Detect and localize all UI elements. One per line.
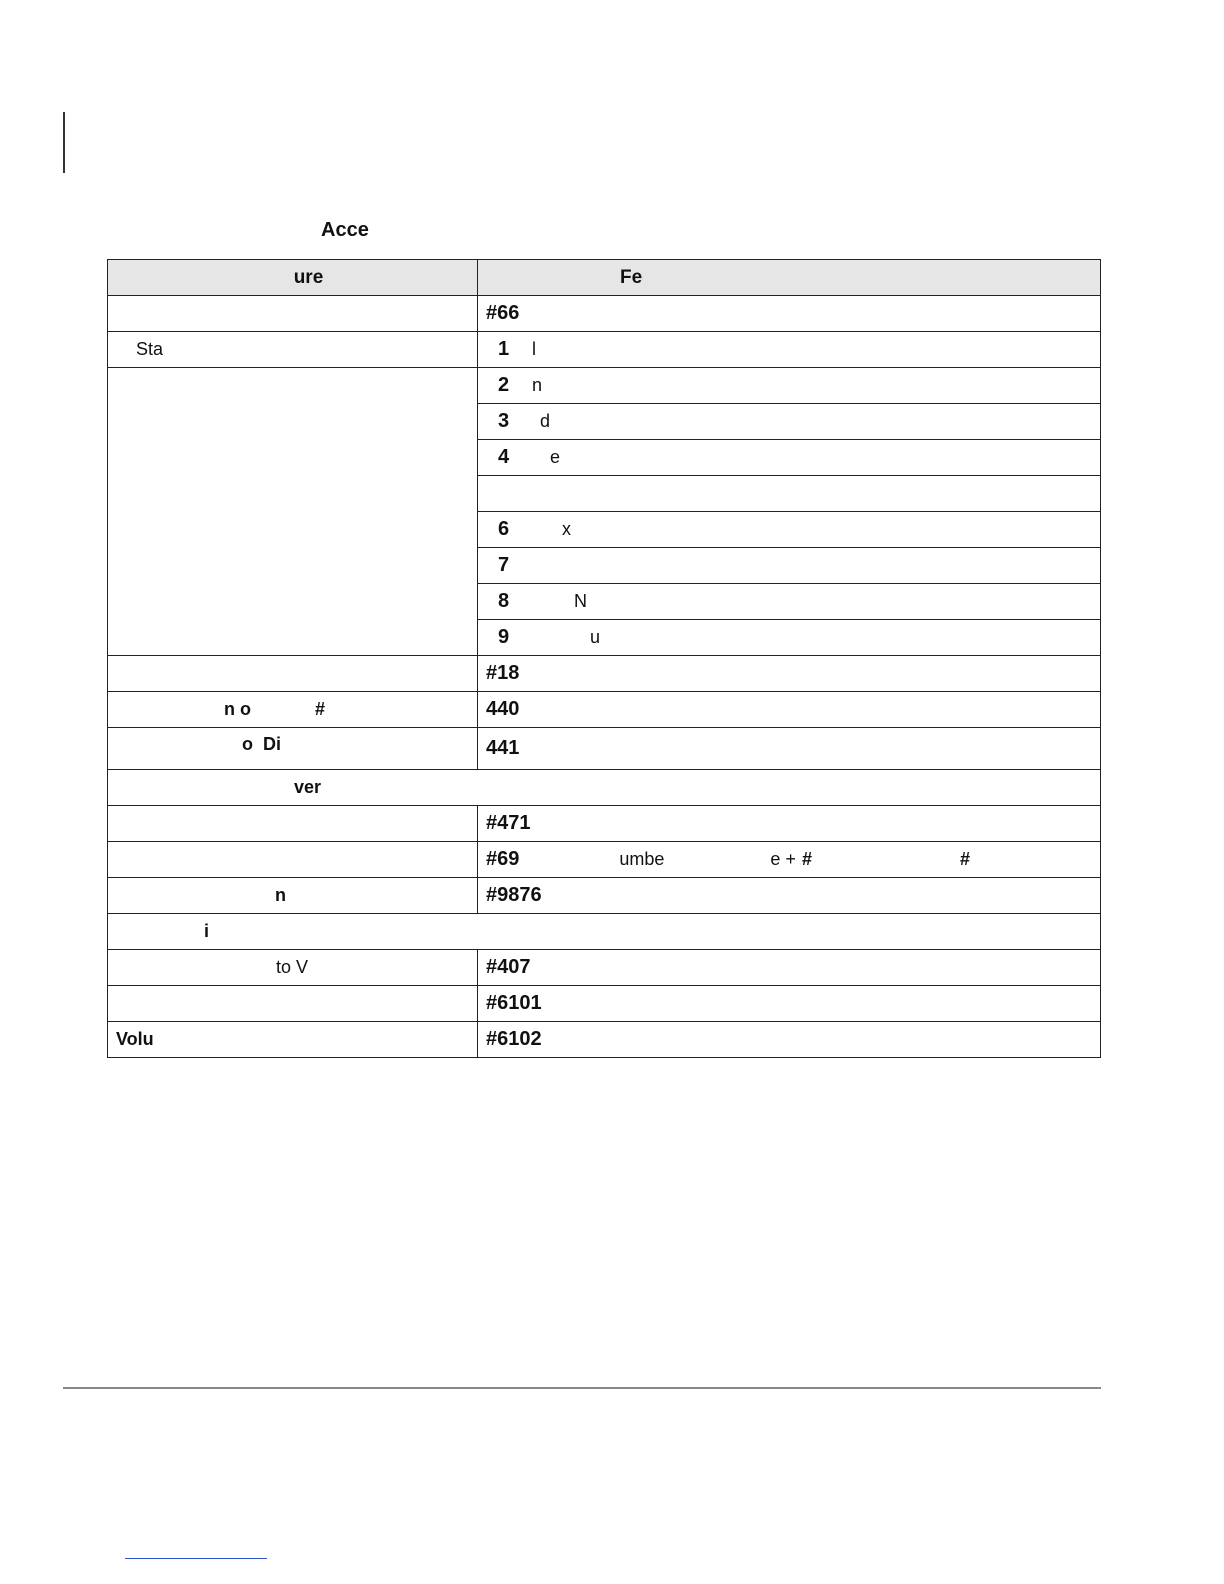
table-row xyxy=(108,332,1101,368)
table-row xyxy=(108,806,1101,842)
table-row xyxy=(108,296,1101,332)
table-row xyxy=(108,656,1101,692)
table-row xyxy=(108,368,1101,404)
table-row xyxy=(108,950,1101,986)
code-cell: 441 xyxy=(478,728,1101,770)
section-row xyxy=(108,770,1101,806)
table-row xyxy=(108,842,1101,878)
code-cell: #69 umbe e + # # xyxy=(478,842,1101,878)
code-cell: #471 xyxy=(478,806,1101,842)
code-cell: #407 xyxy=(478,950,1101,986)
table-row xyxy=(108,692,1101,728)
access-code-table xyxy=(107,259,1101,1058)
footer-rule xyxy=(63,1387,1101,1389)
code-cell: #6101 xyxy=(478,986,1101,1022)
code-column-header: Fe xyxy=(478,260,1101,296)
feature-cell: to V xyxy=(108,950,478,986)
option-cell xyxy=(478,476,1101,512)
option-cell: 8 N xyxy=(478,584,1101,620)
feature-cell xyxy=(108,842,478,878)
option-cell: 4 e xyxy=(478,440,1101,476)
table-header-row xyxy=(108,260,1101,296)
link-underline xyxy=(125,1558,267,1559)
code-cell: 440 xyxy=(478,692,1101,728)
feature-cell xyxy=(108,656,478,692)
code-cell: #9876 xyxy=(478,878,1101,914)
option-cell: 2 n xyxy=(478,368,1101,404)
section-heading: i xyxy=(108,914,1101,950)
feature-cell xyxy=(108,986,478,1022)
option-cell: 6 x xyxy=(478,512,1101,548)
section-heading: ver xyxy=(108,770,1101,806)
section-row xyxy=(108,914,1101,950)
feature-cell: n xyxy=(108,878,478,914)
option-cell: 3 d xyxy=(478,404,1101,440)
option-cell: 9 u xyxy=(478,620,1101,656)
table-row xyxy=(108,728,1101,770)
feature-cell xyxy=(108,368,478,656)
feature-cell: Sta xyxy=(108,332,478,368)
table-row xyxy=(108,986,1101,1022)
table-row xyxy=(108,1022,1101,1058)
code-cell: #6102 xyxy=(478,1022,1101,1058)
option-cell: 7 xyxy=(478,548,1101,584)
feature-column-header: ure xyxy=(108,260,478,296)
code-cell: #66 xyxy=(478,296,1101,332)
feature-cell: n o # xyxy=(108,692,478,728)
code-cell: #18 xyxy=(478,656,1101,692)
table-caption: Acce xyxy=(321,219,369,241)
table-row xyxy=(108,878,1101,914)
option-cell: 1 l xyxy=(478,332,1101,368)
feature-cell xyxy=(108,806,478,842)
feature-cell: Volu xyxy=(108,1022,478,1058)
feature-cell: o Di xyxy=(108,728,478,770)
change-bar xyxy=(63,112,65,173)
feature-cell xyxy=(108,296,478,332)
